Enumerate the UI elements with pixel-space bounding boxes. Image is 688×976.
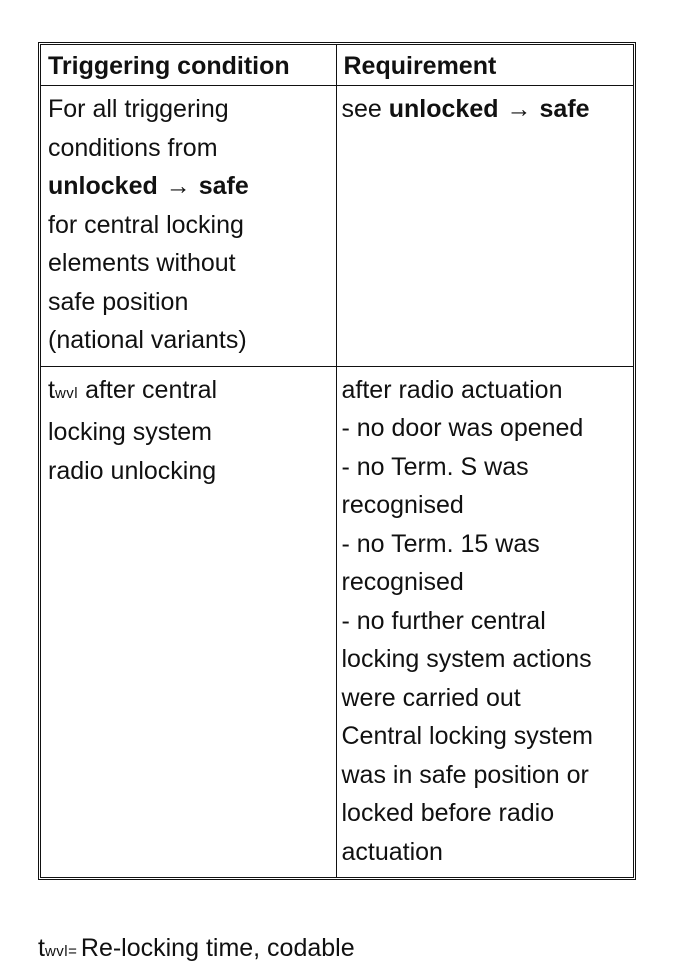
condition-text-line: safe position (48, 287, 189, 316)
condition-text-line: elements without (48, 249, 236, 277)
header-requirement: Requirement (336, 45, 633, 86)
requirement-line: - no door was opened (341, 414, 584, 442)
condition-text-line: For all triggering (48, 95, 229, 123)
table-row (41, 366, 633, 877)
requirement-line: actuation (341, 837, 443, 866)
requirement-line: - no Term. S was (341, 452, 529, 481)
condition-text-line: conditions from (48, 133, 218, 162)
footnote (38, 928, 355, 972)
footnote-equals: = (68, 943, 77, 960)
requirement-line: locked before radio (341, 799, 555, 827)
condition-text-line: locking system (48, 418, 212, 446)
condition-text-rest: after central (85, 375, 218, 404)
requirement-line: recognised (341, 568, 464, 596)
requirement-line: locking system actions (341, 645, 592, 673)
requirement-line: was in safe position or (341, 760, 589, 789)
condition-text-line: for central locking (48, 210, 244, 239)
requirement-line: - no Term. 15 was (341, 529, 540, 558)
requirements-table-frame (38, 42, 636, 880)
header-triggering-condition: Triggering condition (41, 45, 336, 86)
condition-transition-line (48, 167, 330, 206)
footnote-text: Re-locking time, codable (80, 934, 355, 962)
state-from: unlocked (48, 172, 158, 200)
condition-text-line (48, 371, 330, 414)
requirement-line: after radio actuation (341, 375, 563, 404)
condition-text-line: radio unlocking (48, 456, 217, 485)
requirement-reference-line (342, 90, 628, 129)
requirement-line: were carried out (341, 683, 521, 712)
state-from: unlocked (388, 95, 499, 123)
footnote-subscript: wvl (44, 943, 69, 960)
condition-cell (41, 86, 336, 367)
right-arrow-icon: → (506, 95, 532, 123)
state-to: safe (198, 172, 249, 200)
footnote-symbol: t (38, 934, 45, 962)
requirement-cell (336, 366, 633, 877)
requirement-cell (336, 86, 633, 367)
table-row (41, 86, 633, 367)
requirement-line: - no further central (341, 606, 546, 635)
state-to: safe (539, 95, 590, 123)
time-symbol: t (48, 375, 55, 404)
condition-cell (41, 366, 336, 877)
requirement-prefix: see (341, 95, 382, 123)
time-subscript: wvl (54, 384, 79, 402)
condition-text-line: (national variants) (48, 326, 247, 354)
table-header-row (41, 45, 633, 86)
requirement-line: Central locking system (341, 722, 593, 750)
requirement-line: recognised (341, 491, 464, 519)
right-arrow-icon: → (165, 172, 191, 200)
requirements-table (41, 45, 633, 877)
